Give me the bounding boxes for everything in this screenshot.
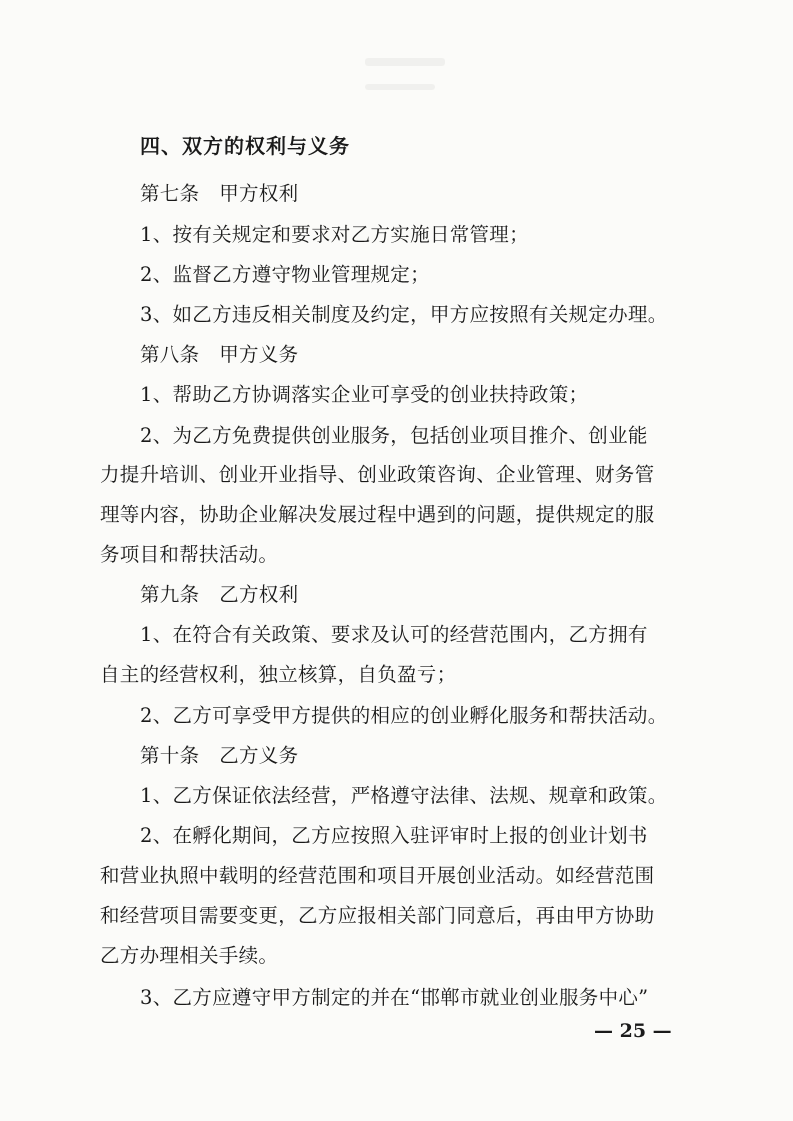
article-10-item-2-line-3: 和经营项目需要变更，乙方应报相关部门同意后，再由甲方协助	[100, 904, 655, 927]
article-10-item-1: 1、乙方保证依法经营，严格遵守法律、法规、规章和政策。	[140, 784, 668, 807]
article-10-item-2-line-1: 2、在孵化期间，乙方应按照入驻评审时上报的创业计划书	[140, 824, 648, 847]
article-9-item-1-line-1: 1、在符合有关政策、要求及认可的经营范围内，乙方拥有	[140, 623, 648, 646]
article-7-item-3: 3、如乙方违反相关制度及约定，甲方应按照有关规定办理。	[140, 303, 668, 326]
article-10-item-3: 3、乙方应遵守甲方制定的并在“邯郸市就业创业服务中心”	[140, 986, 649, 1009]
article-9-title: 第九条 乙方权利	[140, 583, 299, 606]
article-8-item-1: 1、帮助乙方协调落实企业可享受的创业扶持政策；	[140, 383, 589, 406]
article-7-item-2: 2、监督乙方遵守物业管理规定；	[140, 263, 430, 286]
article-7-item-1: 1、按有关规定和要求对乙方实施日常管理；	[140, 223, 529, 246]
section-heading: 四、双方的权利与义务	[140, 134, 350, 158]
article-8-item-2-line-3: 理等内容，协助企业解决发展过程中遇到的问题，提供规定的服	[100, 503, 655, 526]
article-7-title: 第七条 甲方权利	[140, 182, 299, 205]
article-9-item-2: 2、乙方可享受甲方提供的相应的创业孵化服务和帮扶活动。	[140, 704, 668, 727]
article-10-item-2-line-4: 乙方办理相关手续。	[100, 944, 279, 967]
article-10-title: 第十条 乙方义务	[140, 744, 299, 767]
article-8-item-2-line-4: 务项目和帮扶活动。	[100, 543, 279, 566]
scan-artifact	[365, 58, 445, 66]
article-8-item-2-line-2: 力提升培训、创业开业指导、创业政策咨询、企业管理、财务管	[100, 463, 655, 486]
page-number: — 25 —	[594, 1020, 672, 1042]
article-10-item-2-line-2: 和营业执照中载明的经营范围和项目开展创业活动。如经营范围	[100, 864, 655, 887]
article-8-item-2-line-1: 2、为乙方免费提供创业服务，包括创业项目推介、创业能	[140, 424, 648, 447]
article-9-item-1-line-2: 自主的经营权利，独立核算，自负盈亏；	[100, 663, 457, 686]
scan-artifact	[365, 84, 435, 90]
article-8-title: 第八条 甲方义务	[140, 343, 299, 366]
